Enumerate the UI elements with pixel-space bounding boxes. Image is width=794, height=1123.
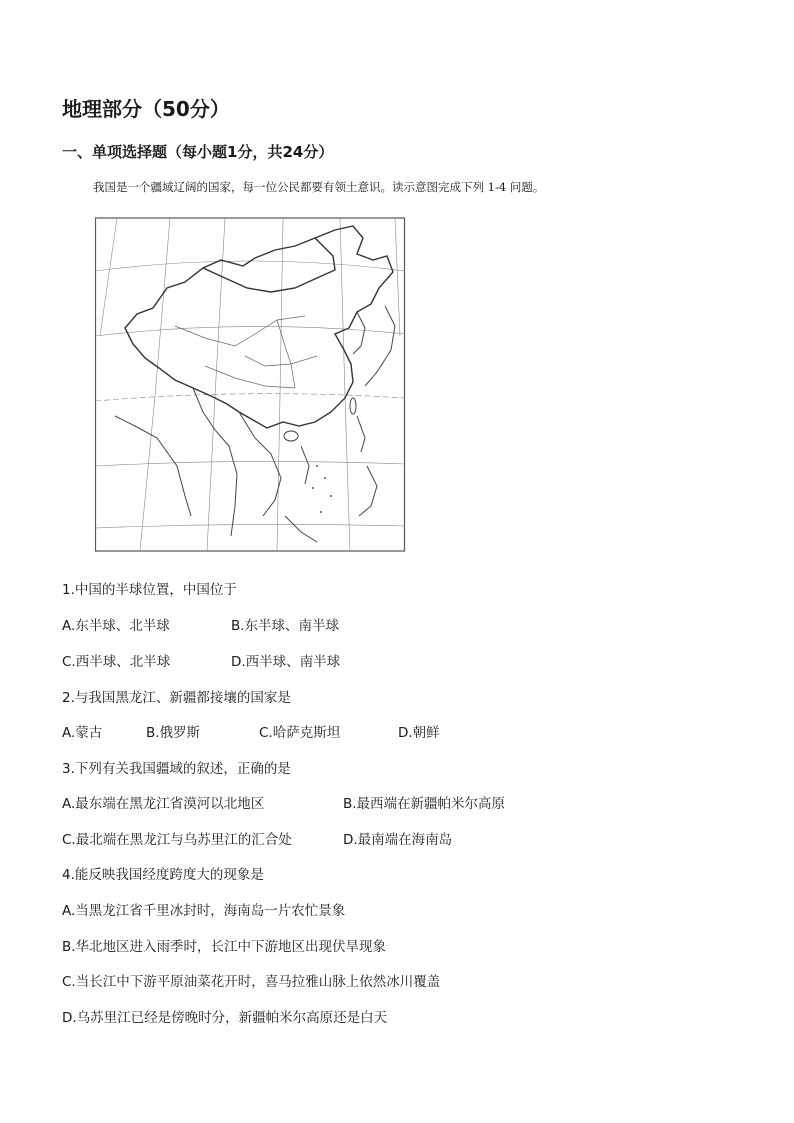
question-4-option-c[interactable]: C.当长江中下游平原油菜花开时，喜马拉雅山脉上依然冰川覆盖: [62, 974, 441, 990]
page-title: 地理部分（50分）: [62, 97, 230, 121]
question-2-option-a[interactable]: A.蒙古: [62, 725, 103, 741]
question-4-option-b[interactable]: B.华北地区进入雨季时，长江中下游地区出现伏旱现象: [62, 939, 387, 955]
question-3-option-d[interactable]: D.最南端在海南岛: [343, 832, 453, 848]
question-2-option-c[interactable]: C.哈萨克斯坦: [259, 725, 341, 741]
question-1-option-a[interactable]: A.东半球、北半球: [62, 618, 170, 634]
question-3-option-b[interactable]: B.最西端在新疆帕米尔高原: [343, 796, 506, 812]
question-1-stem: 1.中国的半球位置，中国位于: [62, 582, 237, 598]
question-4-option-a[interactable]: A.当黑龙江省千里冰封时，海南岛一片农忙景象: [62, 903, 346, 919]
section-heading: 一、单项选择题（每小题1分，共24分）: [62, 143, 334, 161]
question-1-option-c[interactable]: C.西半球、北半球: [62, 654, 171, 670]
question-3-option-c[interactable]: C.最北端在黑龙江与乌苏里江的汇合处: [62, 832, 292, 848]
question-2-stem: 2.与我国黑龙江、新疆都接壤的国家是: [62, 690, 291, 706]
question-2-option-d[interactable]: D.朝鲜: [398, 725, 440, 741]
question-4-stem: 4.能反映我国经度跨度大的现象是: [62, 867, 264, 883]
question-1-option-b[interactable]: B.东半球、南半球: [231, 618, 340, 634]
question-2-option-b[interactable]: B.俄罗斯: [146, 725, 201, 741]
question-1-option-d[interactable]: D.西半球、南半球: [231, 654, 341, 670]
question-4-option-d[interactable]: D.乌苏里江已经是傍晚时分，新疆帕米尔高原还是白天: [62, 1010, 388, 1026]
question-intro: 我国是一个疆域辽阔的国家，每一位公民都要有领土意识。读示意图完成下列 1-4 问题。: [93, 180, 545, 194]
question-3-option-a[interactable]: A.最东端在黑龙江省漠河以北地区: [62, 796, 265, 812]
question-3-stem: 3.下列有关我国疆域的叙述，正确的是: [62, 761, 291, 777]
china-outline-map: [95, 216, 410, 553]
